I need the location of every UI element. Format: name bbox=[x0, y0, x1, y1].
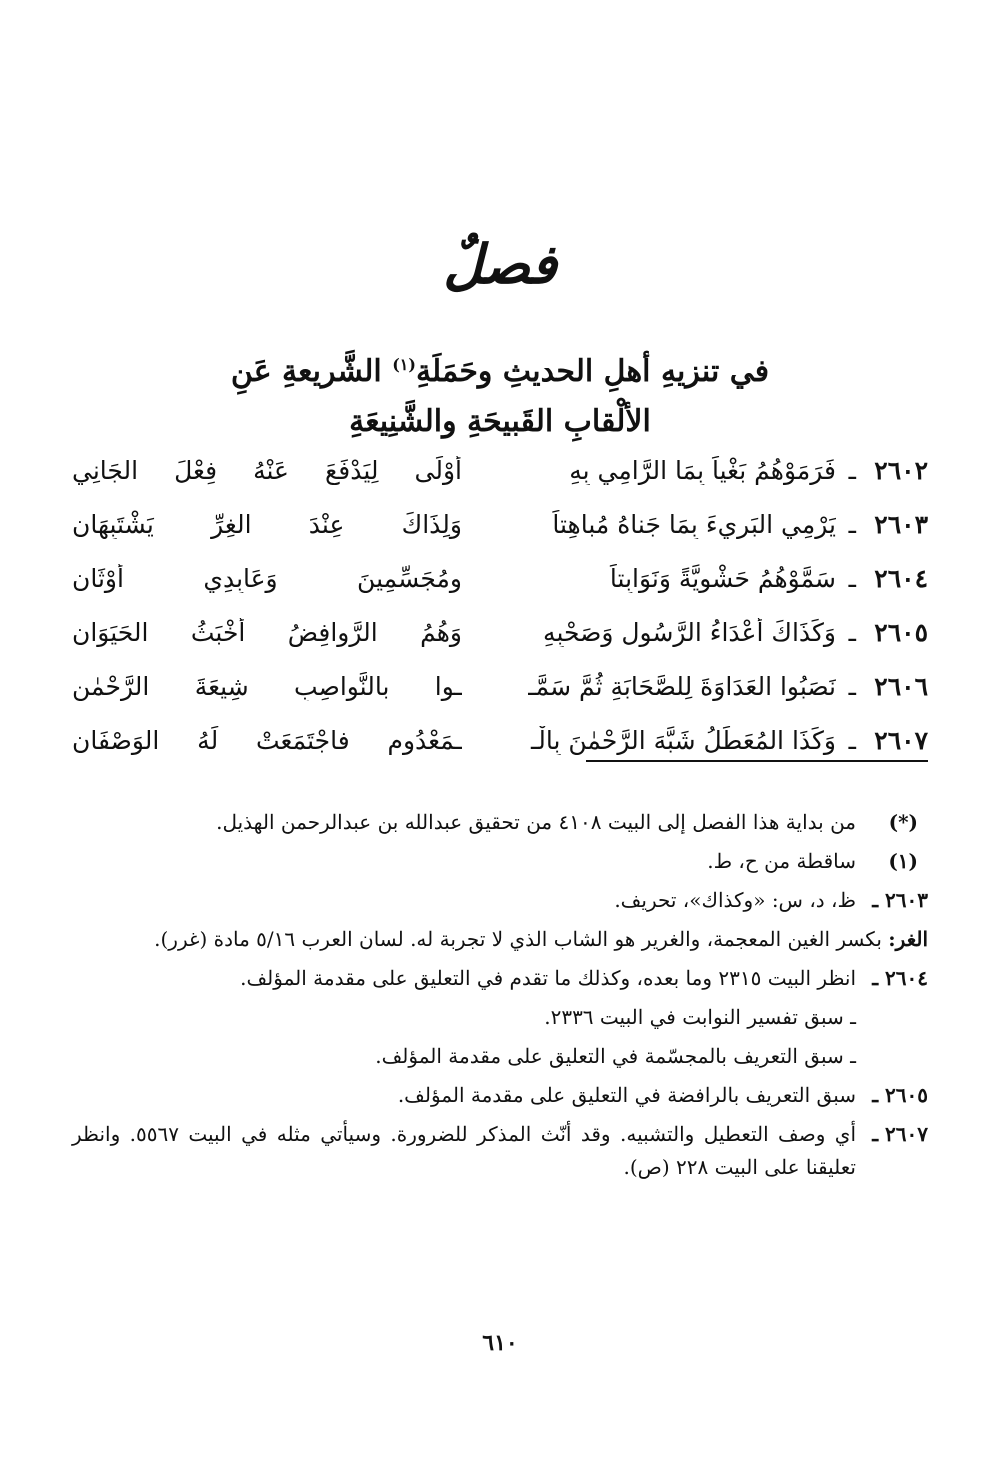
verse-first-hemistich: فَرَمَوْهُمُ بَغْياً بِمَا الرَّامِي بِهِ bbox=[569, 456, 836, 485]
footnote-item bbox=[72, 1118, 928, 1184]
verse-row bbox=[72, 448, 928, 502]
footnote-divider bbox=[586, 760, 928, 762]
footnote-label: (*) bbox=[888, 810, 918, 834]
verse-number: ٢٦٠٢ bbox=[874, 456, 928, 485]
verse-row bbox=[72, 502, 928, 556]
verse-dash: ـ bbox=[848, 618, 856, 647]
verse-number: ٢٦٠٤ bbox=[874, 564, 928, 593]
footnote-text: ـ سبق التعريف بالمجسّمة في التعليق على مقدمة المؤلف. bbox=[375, 1044, 856, 1068]
footnote-keyword: الغر: bbox=[888, 927, 928, 951]
footnote-text: ظ، د، س: «وكذاك»، تحريف. bbox=[614, 888, 856, 912]
heading-line-1-a: في تنزيهِ أهلِ الحديثِ وحَمَلَةِ bbox=[415, 354, 770, 389]
verse-number: ٢٦٠٦ bbox=[874, 672, 928, 701]
verse-dash: ـ bbox=[848, 456, 856, 485]
verse-row bbox=[72, 664, 928, 718]
verse-row bbox=[72, 718, 928, 772]
footnote-text: سبق التعريف بالرافضة في التعليق على مقدمة المؤلف. bbox=[397, 1083, 856, 1107]
verse-number: ٢٦٠٣ bbox=[874, 510, 928, 539]
verse-row bbox=[72, 610, 928, 664]
verse-dash: ـ bbox=[848, 564, 856, 593]
footnote-item bbox=[72, 1079, 928, 1112]
verse-dash: ـ bbox=[848, 672, 856, 701]
heading-line-1 bbox=[72, 340, 928, 397]
verse-second-hemistich: ـوا بالنَّواصِبِ شِيعَةَ الرَّحْمٰنِ bbox=[72, 672, 462, 701]
section-title: فصلٌ bbox=[443, 232, 557, 296]
footnotes bbox=[72, 806, 928, 1190]
footnote-subitem bbox=[72, 1001, 928, 1034]
heading-line-2: الألْقابِ القَبيحَةِ والشَّنِيعَةِ bbox=[349, 404, 651, 439]
verse-number: ٢٦٠٧ bbox=[874, 726, 928, 755]
footnote-item bbox=[72, 806, 928, 839]
heading-line-1-b: الشَّريعةِ عَنِ bbox=[230, 354, 382, 389]
verse-second-hemistich: ـمَعْدُومِ فاجْتَمَعَتْ لَهُ الوَصْفَانِ bbox=[72, 726, 462, 755]
footnote-item bbox=[72, 923, 928, 956]
verse-dash: ـ bbox=[848, 726, 856, 755]
footnote-ref-1: (١) bbox=[392, 355, 416, 374]
footnote-text: بكسر الغين المعجمة، والغرير هو الشاب الذي لا تجربة له. لسان العرب ٥/١٦ مادة (غرر). bbox=[154, 927, 882, 951]
verse-number: ٢٦٠٥ bbox=[874, 618, 928, 647]
verse-first-hemistich: نَصَبُوا العَدَاوَةَ لِلصَّحَابَةِ ثُمَّ سَمَّـ bbox=[528, 672, 836, 701]
verse-row bbox=[72, 556, 928, 610]
footnote-label: ٢٦٠٧ ـ bbox=[872, 1122, 928, 1146]
verse-second-hemistich: ومُجَسِّمِينَ وَعَابِدِي أوْثَانِ bbox=[72, 564, 462, 593]
verse-first-hemistich: وَكَذَا المُعَطِّلُ شَبَّهَ الرَّحْمٰنَ بِالْـ bbox=[530, 726, 836, 755]
verse-second-hemistich: أوْلَى لِيَدْفَعَ عَنْهُ فِعْلَ الجَانِي bbox=[72, 456, 462, 485]
footnote-item bbox=[72, 884, 928, 917]
footnote-text: من بداية هذا الفصل إلى البيت ٤١٠٨ من تحقيق عبدالله بن عبدالرحمن الهذيل. bbox=[216, 810, 856, 834]
footnote-text: ـ سبق تفسير النوابت في البيت ٢٣٣٦. bbox=[544, 1005, 856, 1029]
verse-dash: ـ bbox=[848, 510, 856, 539]
footnote-item bbox=[72, 845, 928, 878]
footnote-text: انظر البيت ٢٣١٥ وما بعده، وكذلك ما تقدم في التعليق على مقدمة المؤلف. bbox=[240, 966, 856, 990]
page bbox=[72, 0, 928, 1464]
footnote-item bbox=[72, 962, 928, 995]
footnote-subitem bbox=[72, 1040, 928, 1073]
page-number: ٦١٠ bbox=[482, 1330, 518, 1356]
footnote-text: ساقطة من ح، ط. bbox=[707, 849, 856, 873]
footnote-label: ٢٦٠٥ ـ bbox=[872, 1083, 928, 1107]
chapter-heading bbox=[72, 340, 928, 447]
verse-second-hemistich: وَهُمُ الرَّوافِضُ أخْبَثُ الحَيَوَانِ bbox=[72, 618, 462, 647]
verses bbox=[72, 448, 928, 772]
verse-first-hemistich: سَمَّوْهُمُ حَشْوِيَّةً وَنَوَابِتاً bbox=[609, 564, 836, 593]
footnote-label: ٢٦٠٤ ـ bbox=[872, 966, 928, 990]
verse-first-hemistich: يَرْمِي البَرِيءَ بِمَا جَناهُ مُباهِتاً bbox=[552, 510, 836, 539]
verse-second-hemistich: وَلِذَاكَ عِنْدَ الغِرِّ يَشْتَبِهَانِ bbox=[72, 510, 462, 539]
footnote-label: (١) bbox=[888, 849, 918, 873]
footnote-label: ٢٦٠٣ ـ bbox=[872, 888, 928, 912]
footnote-text: أي وصف التعطيل والتشبيه. وقد أنّث المذكر للضرورة. وسيأتي مثله في البيت ٥٥٦٧. وانظر تعليقنا على البيت ٢٢٨ (ص). bbox=[72, 1122, 857, 1179]
verse-first-hemistich: وَكَذَاكَ أعْدَاءُ الرَّسُولِ وَصَحْبِهِ bbox=[543, 618, 836, 647]
